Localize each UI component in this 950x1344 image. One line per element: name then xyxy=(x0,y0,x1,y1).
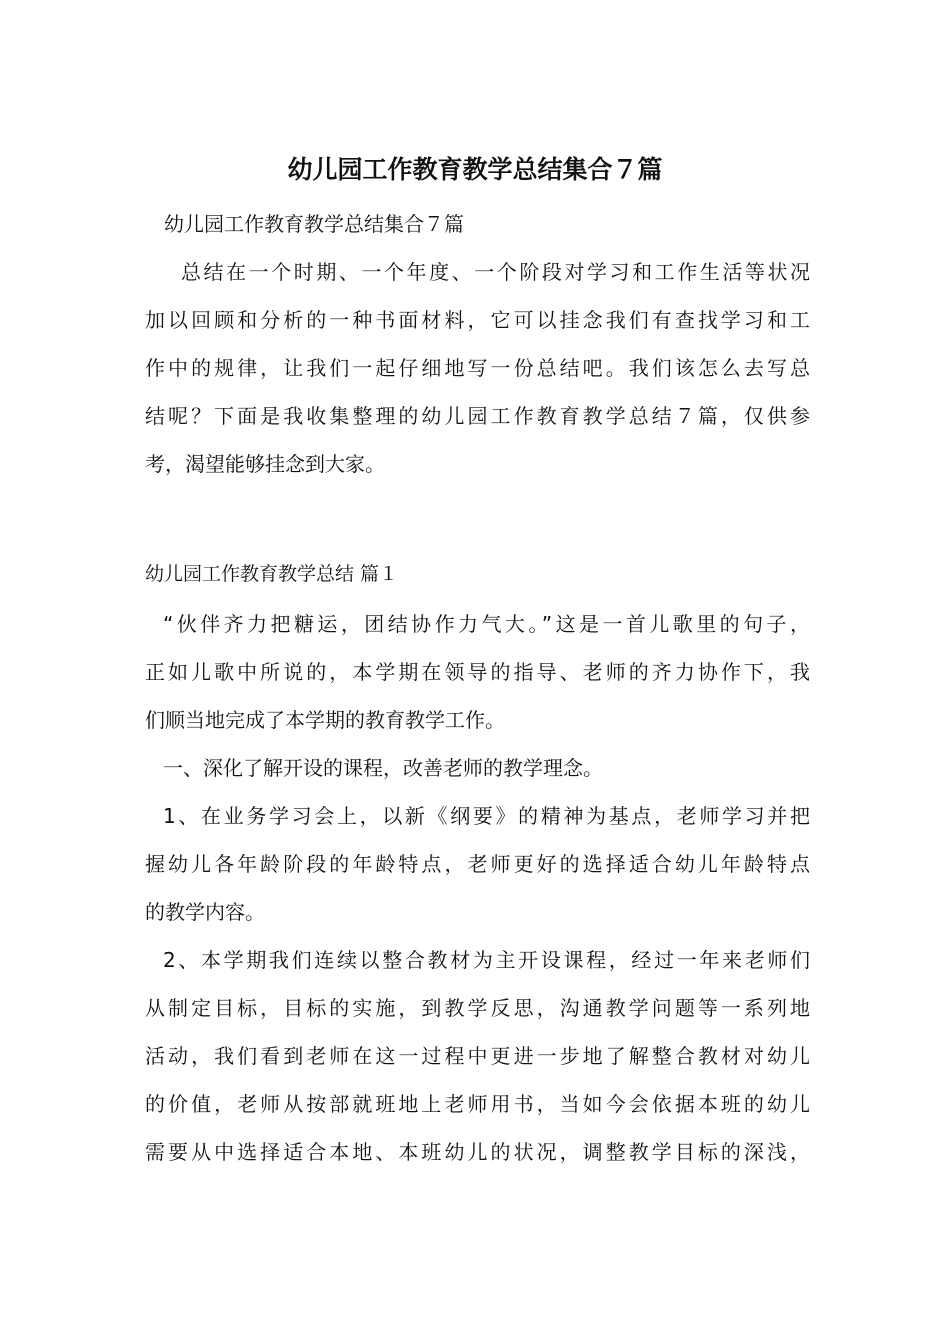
paragraph-line: 结呢？下面是我收集整理的幼儿园工作教育教学总结７篇，仅供参 xyxy=(145,404,810,428)
paragraph-line: 需要从中选择适合本地、本班幼儿的状况，调整教学目标的深浅， xyxy=(145,1140,810,1164)
intro-paragraph xyxy=(145,248,810,488)
paragraph-line: 活动，我们看到老师在这一过程中更进一步地了解整合教材对幼儿 xyxy=(145,1044,810,1068)
section-body xyxy=(145,600,810,1176)
document-title: 幼儿园工作教育教学总结集合７篇 xyxy=(287,155,663,184)
paragraph-line: 作中的规律，让我们一起仔细地写一份总结吧。我们该怎么去写总 xyxy=(145,356,810,380)
document-subtitle: 幼儿园工作教育教学总结集合７篇 xyxy=(164,212,464,236)
paragraph-line: 的教学内容。 xyxy=(145,900,265,924)
paragraph-line: 正如儿歌中所说的，本学期在领导的指导、老师的齐力协作下，我 xyxy=(145,660,810,684)
paragraph-line: 2、本学期我们连续以整合教材为主开设课程，经过一年来老师们 xyxy=(163,948,810,972)
paragraph-line: “伙伴齐力把糖运，团结协作力气大。”这是一首儿歌里的句子， xyxy=(163,612,810,636)
paragraph-line: 从制定目标，目标的实施，到教学反思，沟通教学问题等一系列地 xyxy=(145,996,810,1020)
paragraph-line: 的价值，老师从按部就班地上老师用书，当如今会依据本班的幼儿 xyxy=(145,1092,810,1116)
paragraph-line: 加以回顾和分析的一种书面材料，它可以挂念我们有查找学习和工 xyxy=(145,308,810,332)
paragraph-line: 握幼儿各年龄阶段的年龄特点，老师更好的选择适合幼儿年龄特点 xyxy=(145,852,810,876)
paragraph-line: 们顺当地完成了本学期的教育教学工作。 xyxy=(145,708,505,732)
paragraph-line: 考，渴望能够挂念到大家。 xyxy=(145,452,385,476)
paragraph-line: 一、深化了解开设的课程，改善老师的教学理念。 xyxy=(163,756,603,780)
section-heading: 幼儿园工作教育教学总结 篇１ xyxy=(145,563,399,585)
paragraph-line: 总结在一个时期、一个年度、一个阶段对学习和工作生活等状况 xyxy=(181,260,810,284)
paragraph-line: 1、在业务学习会上，以新《纲要》的精神为基点，老师学习并把 xyxy=(163,804,810,828)
